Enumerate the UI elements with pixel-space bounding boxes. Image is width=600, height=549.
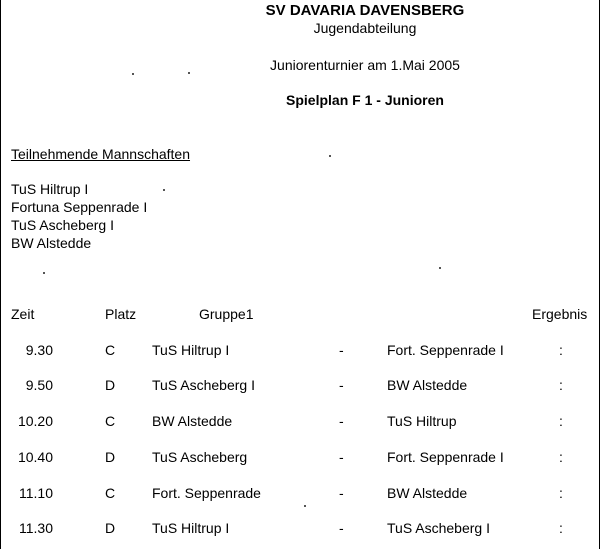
match-row [1,342,600,362]
match-separator: - [339,413,344,429]
match-home-team: TuS Ascheberg I [152,377,255,393]
schedule-title: Spielplan F 1 - Junioren [286,92,444,108]
match-away-team: TuS Ascheberg I [387,520,490,536]
match-away-team: Fort. Seppenrade I [387,342,504,358]
match-row [1,413,600,433]
match-home-team: TuS Hiltrup I [152,520,230,536]
team-item: BW Alstedde [11,235,92,251]
match-result: : [559,449,563,465]
match-time: 11.30 [19,520,53,536]
teams-list [11,180,147,252]
match-result: : [559,342,563,358]
column-header-result: Ergebnis [532,306,588,322]
match-court: C [105,342,116,358]
department-name: Jugendabteilung [313,20,417,36]
team-item: TuS Hiltrup I [11,181,89,197]
match-court: D [105,449,116,465]
scan-speck [188,72,190,74]
match-result: : [559,485,563,501]
match-away-team: BW Alstedde [387,485,468,501]
scan-speck [163,189,165,191]
match-away-team: Fort. Seppenrade I [387,449,504,465]
teams-heading: Teilnehmende Mannschaften [11,146,191,162]
match-court: D [105,377,116,393]
match-away-team: BW Alstedde [387,377,468,393]
scan-speck [329,155,331,157]
match-row [1,449,600,469]
scan-speck [304,505,306,507]
match-time: 9.30 [25,342,53,358]
match-time: 10.40 [17,449,53,465]
match-result: : [559,377,563,393]
match-away-team: TuS Hiltrup [387,413,457,429]
team-item: TuS Ascheberg I [11,217,114,233]
match-result: : [559,520,563,536]
scan-speck [439,267,441,269]
scan-speck [43,272,45,274]
match-separator: - [339,520,344,536]
match-separator: - [339,377,344,393]
tournament-title: Juniorenturnier am 1.Mai 2005 [270,57,460,73]
club-name: SV DAVARIA DAVENSBERG [265,2,465,19]
match-court: D [105,520,116,536]
column-header-time: Zeit [11,306,35,322]
match-time: 11.10 [19,485,53,501]
team-item: Fortuna Seppenrade I [11,199,148,215]
column-header-court: Platz [105,306,137,322]
column-header-group: Gruppe1 [199,306,254,322]
match-time: 9.50 [25,377,53,393]
match-time: 10.20 [17,413,53,429]
match-separator: - [339,485,344,501]
match-result: : [559,413,563,429]
match-row [1,520,600,540]
match-row [1,377,600,397]
match-home-team: TuS Hiltrup I [152,342,230,358]
match-separator: - [339,449,344,465]
match-separator: - [339,342,344,358]
match-home-team: BW Alstedde [152,413,233,429]
match-row [1,485,600,505]
match-court: C [105,485,116,501]
match-court: C [105,413,116,429]
scan-speck [132,73,134,75]
match-home-team: TuS Ascheberg [152,449,248,465]
match-home-team: Fort. Seppenrade [152,485,261,501]
